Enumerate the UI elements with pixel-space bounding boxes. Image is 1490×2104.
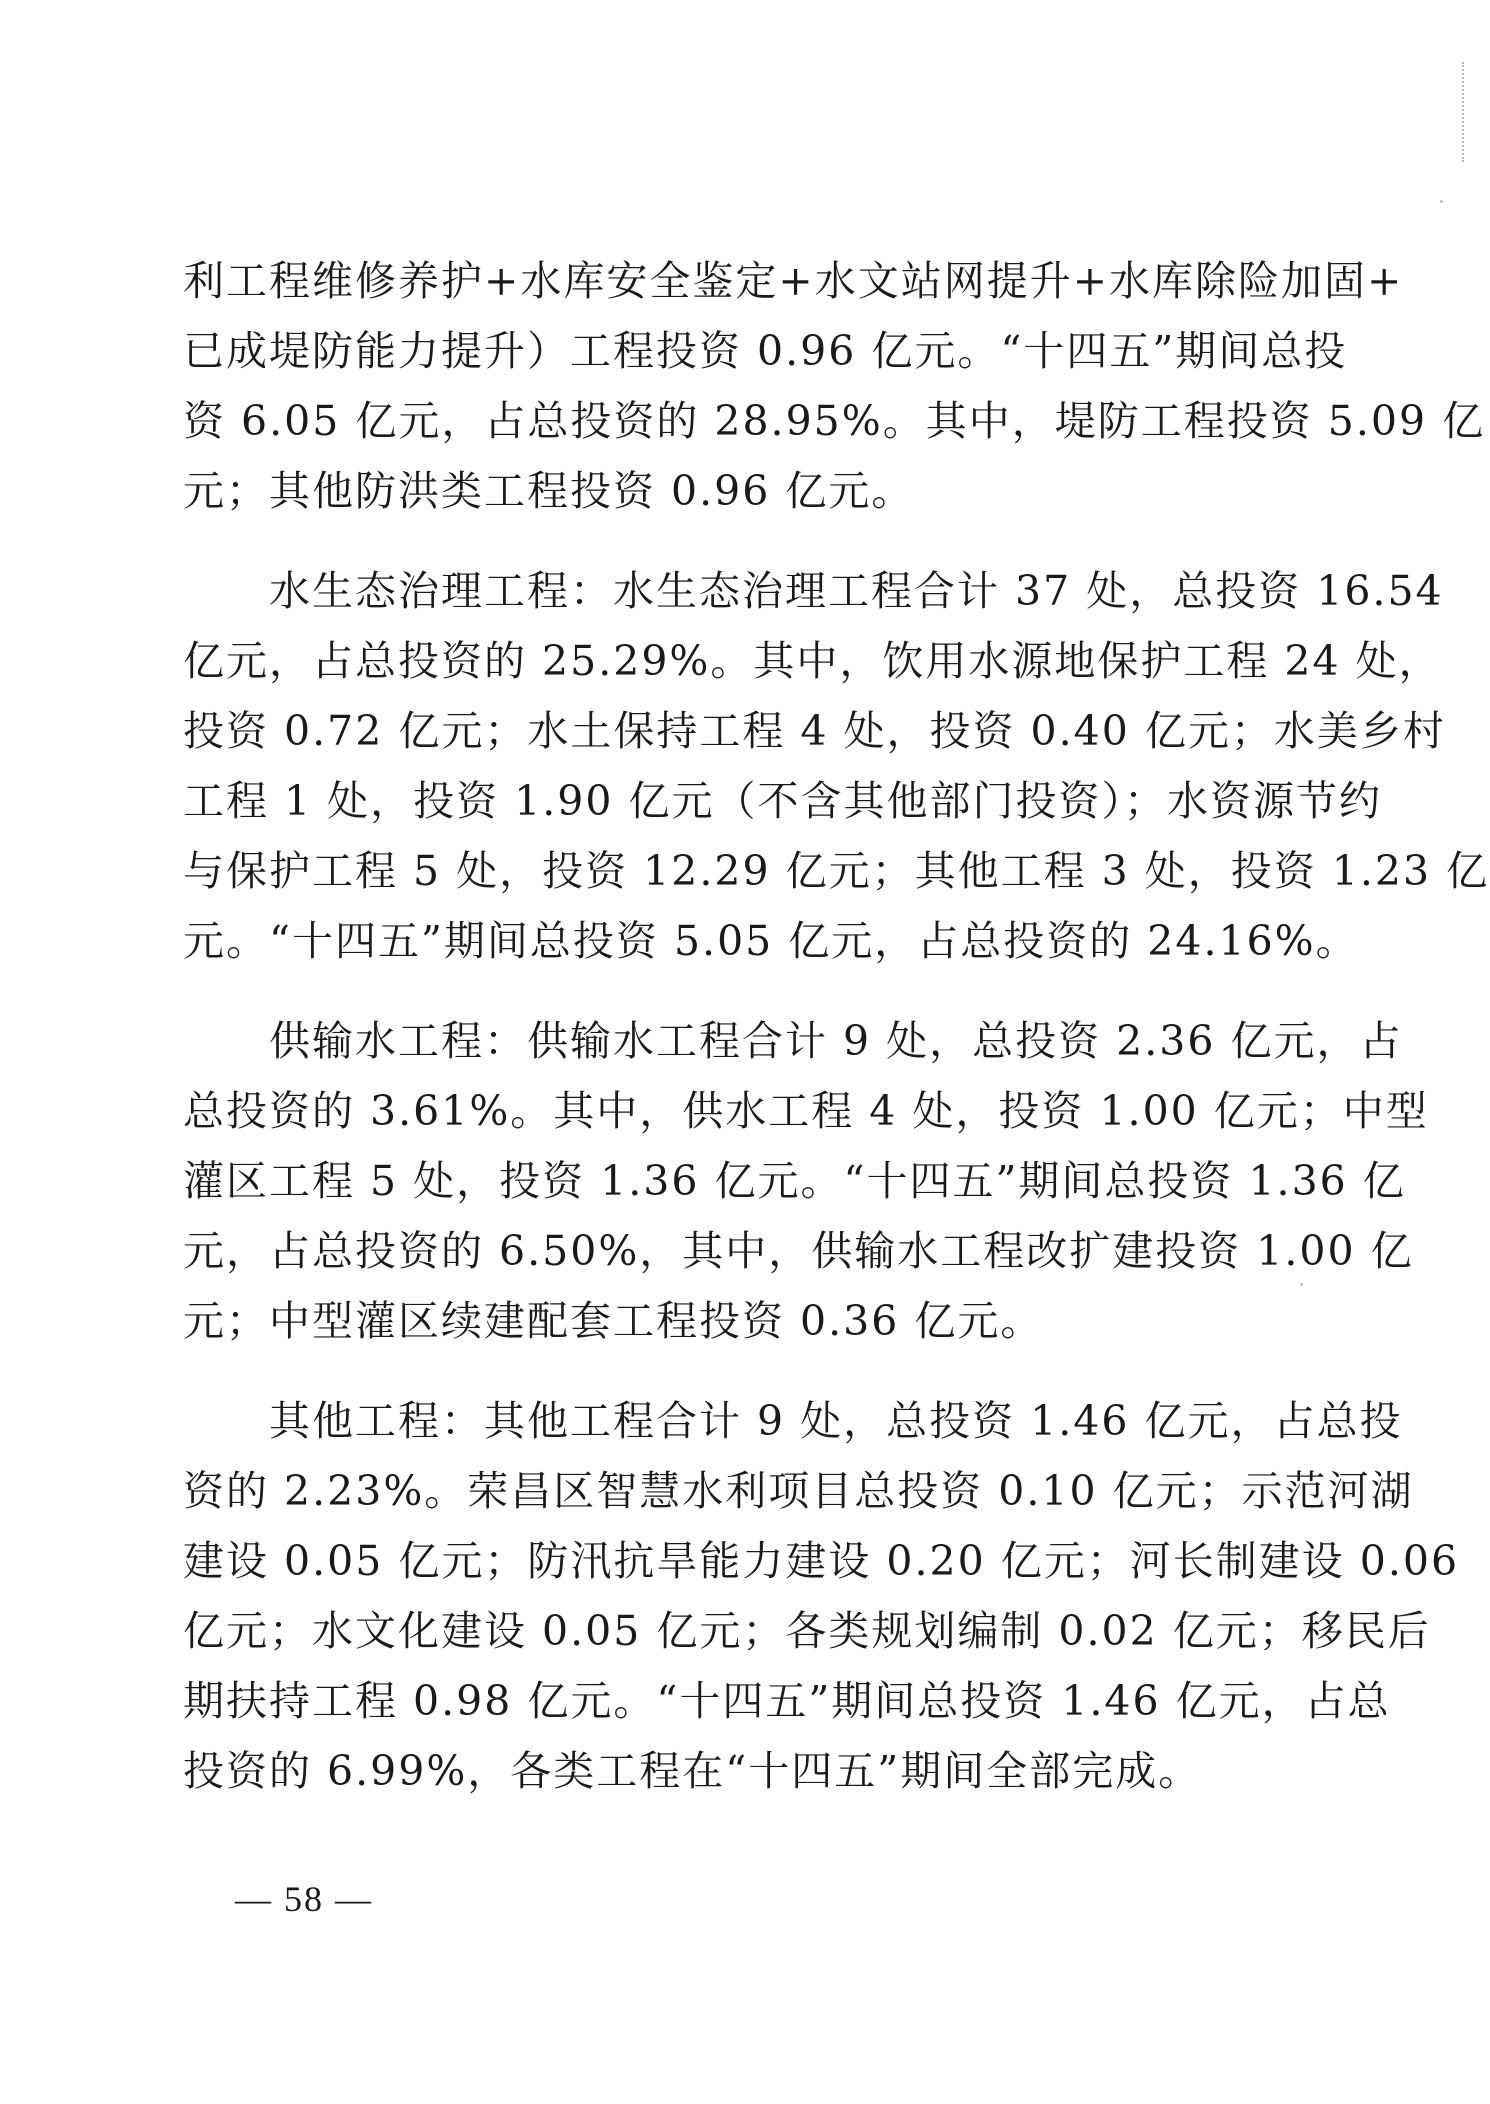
text-line: 元，占总投资的 6.50%，其中，供输水工程改扩建投资 1.00 亿 [183,1227,1414,1275]
scan-speck [1440,200,1443,203]
page-number: — 58 — [235,1879,373,1919]
text-line: 期扶持工程 0.98 亿元。“十四五”期间总投资 1.46 亿元，占总 [183,1677,1391,1725]
text-line: 资 6.05 亿元，占总投资的 28.95%。其中，堤防工程投资 5.09 亿 [183,397,1486,445]
text-line: 资的 2.23%。荣昌区智慧水利项目总投资 0.10 亿元；示范河湖 [183,1467,1414,1515]
paragraph-other-projects [183,1386,1460,1806]
text-line: 投资 0.72 亿元；水土保持工程 4 处，投资 0.40 亿元；水美乡村 [183,707,1446,755]
text-line: 其他工程：其他工程合计 9 处，总投资 1.46 亿元，占总投 [183,1397,1403,1445]
text-line: 建设 0.05 亿元；防汛抗旱能力建设 0.20 亿元；河长制建设 0.06 [183,1537,1460,1585]
scan-speck [1300,1283,1303,1286]
paragraph-water-ecology [183,556,1490,976]
text-line: 亿元；水文化建设 0.05 亿元；各类规划编制 0.02 亿元；移民后 [183,1607,1431,1655]
text-line: 利工程维修养护+水库安全鉴定+水文站网提升+水库除险加固+ [183,257,1404,305]
text-line: 元。“十四五”期间总投资 5.05 亿元，占总投资的 24.16%。 [183,917,1359,965]
text-line: 亿元，占总投资的 25.29%。其中，饮用水源地保护工程 24 处， [183,637,1442,685]
text-line: 灌区工程 5 处，投资 1.36 亿元。“十四五”期间总投资 1.36 亿 [183,1157,1406,1205]
text-line: 元；其他防洪类工程投资 0.96 亿元。 [183,467,915,515]
text-line: 供输水工程：供输水工程合计 9 处，总投资 2.36 亿元，占 [183,1017,1403,1065]
text-line: 总投资的 3.61%。其中，供水工程 4 处，投资 1.00 亿元；中型 [183,1087,1429,1135]
text-line: 元；中型灌区续建配套工程投资 0.36 亿元。 [183,1297,1044,1345]
body-text [183,246,1490,1806]
paragraph-flood-control [183,246,1486,526]
text-line: 水生态治理工程：水生态治理工程合计 37 处，总投资 16.54 [183,567,1444,615]
text-line: 工程 1 处，投资 1.90 亿元（不含其他部门投资）；水资源节约 [183,777,1383,825]
scan-edge-marks [1462,62,1468,162]
text-line: 与保护工程 5 处，投资 12.29 亿元；其他工程 3 处，投资 1.23 亿 [183,847,1490,895]
text-line: 已成堤防能力提升）工程投资 0.96 亿元。“十四五”期间总投 [183,327,1348,375]
text-line: 投资的 6.99%，各类工程在“十四五”期间全部完成。 [183,1747,1202,1795]
paragraph-water-supply [183,1006,1429,1356]
